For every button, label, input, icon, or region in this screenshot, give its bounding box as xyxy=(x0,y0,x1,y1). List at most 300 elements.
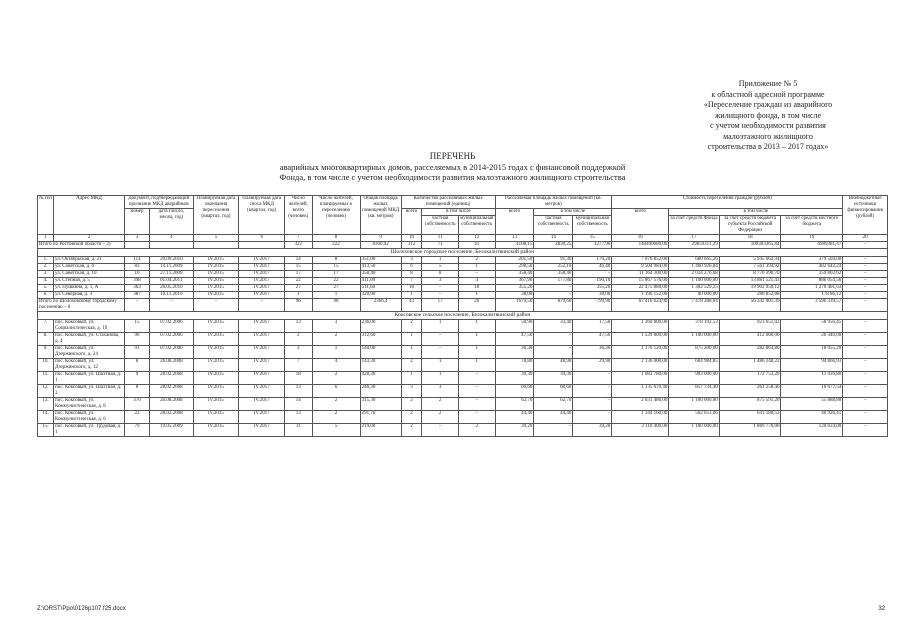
table-cell: 14.11.2009 xyxy=(150,264,193,271)
table-cell: IV.2017 xyxy=(239,359,285,372)
table-cell: 17 xyxy=(422,299,459,312)
table-cell: 13 xyxy=(285,411,312,424)
table-cell: 71 xyxy=(422,242,459,249)
table-cell: пос. Коксовый, ул. Шахтная, д. 1 xyxy=(54,372,125,385)
table-cell: 11 xyxy=(285,424,312,437)
header-address: Адрес МКД xyxy=(54,196,125,235)
table-cell: 398 xyxy=(124,278,149,285)
header-area-total: всего xyxy=(495,209,534,235)
header-doc: Документ, подтверждающий признание МКД аварийным xyxy=(124,196,193,209)
table-cell: 236,00 xyxy=(360,320,401,333)
table-cell: 2 xyxy=(401,359,422,372)
table-cell: 562 053,06 xyxy=(669,411,719,424)
header-cost-incl: в том числе xyxy=(669,209,843,216)
table-cell: – xyxy=(458,372,495,385)
table-cell: 482 642,24 xyxy=(781,264,843,271)
table-cell: 67 416 624,00 xyxy=(612,299,669,312)
table-cell: 222 xyxy=(312,242,360,249)
table-cell: – xyxy=(458,411,495,424)
table-cell: – xyxy=(422,292,459,299)
table-row xyxy=(38,320,888,333)
table-cell: 10 xyxy=(124,271,149,278)
table-cell: 2 xyxy=(422,411,459,424)
table-cell: – xyxy=(534,292,573,299)
table-cell: – xyxy=(843,285,888,292)
table-cell: 8 xyxy=(312,257,360,264)
header-residents: Число жителей, всего (человек) xyxy=(285,196,312,235)
table-cell: 201,50 xyxy=(495,257,534,264)
table-cell: 6. xyxy=(38,292,54,299)
table-cell: IV.2015 xyxy=(193,411,239,424)
header-doc-number: номер xyxy=(124,209,149,235)
table-cell: 62,70 xyxy=(495,398,534,411)
table-cell: 1 xyxy=(422,320,459,333)
table-cell: 5 xyxy=(422,264,459,271)
table-cell: 16 677,54 xyxy=(781,385,843,398)
table-cell: ул. Пушкина, д. 1, А xyxy=(54,285,125,292)
table-cell: 2 xyxy=(312,372,360,385)
table-cell: 28.02.2008 xyxy=(150,411,193,424)
header-planned-end: Планируемая дата окончания переселения (квартал, год) xyxy=(193,196,239,235)
table-cell: 1 100 000,00 xyxy=(669,424,719,437)
table-cell: 14 xyxy=(285,398,312,411)
header-cost-region: за счет средств бюджета субъекта Российской Федерации xyxy=(719,216,781,235)
section-title-row xyxy=(38,249,888,257)
table-cell: IV.2017 xyxy=(239,257,285,264)
table-cell: – xyxy=(843,271,888,278)
table-cell: – xyxy=(573,398,612,411)
table-cell: 3 110 400,00 xyxy=(612,424,669,437)
table-cell: 07.02.2006 xyxy=(150,333,193,346)
table-cell: 27 xyxy=(312,285,360,292)
table-cell: 14. xyxy=(38,411,54,424)
table-cell: 07.02.2006 xyxy=(150,320,193,333)
table-cell: 58 956,45 xyxy=(781,320,843,333)
table-cell: 48,90 xyxy=(534,359,573,372)
table-cell: 44,40 xyxy=(534,411,573,424)
table-cell: 1 xyxy=(422,359,459,372)
table-cell: IV.2017 xyxy=(239,292,285,299)
table-cell: 298,50 xyxy=(495,264,534,271)
header-cost-total: всего xyxy=(612,209,669,235)
table-cell: 923 651,02 xyxy=(719,320,781,333)
table-cell: 7 561 394,92 xyxy=(719,264,781,271)
table-cell: IV.2015 xyxy=(193,346,239,359)
table-cell: 1 xyxy=(312,346,360,359)
table-cell: пос. Коксовый, ул. Шахтная, д. 3 xyxy=(54,385,125,398)
table-cell: 9 xyxy=(124,372,149,385)
table-cell: 90 000,00 xyxy=(669,292,719,299)
table-cell: 1 xyxy=(422,257,459,264)
table-cell: 282 864,80 xyxy=(719,346,781,359)
appendix-line: строительства в 2013 – 2017 годах» xyxy=(707,142,829,151)
table-cell xyxy=(150,242,193,249)
table-cell: 8 xyxy=(422,271,459,278)
table-cell: 411,00 xyxy=(360,278,401,285)
table-row xyxy=(38,398,888,411)
table-cell: 1 135 670,40 xyxy=(612,385,669,398)
table-cell: 3 596 339,57 xyxy=(781,299,843,312)
footer-file-path: Z:\ORST\Ppo\0126p107.f25.docx xyxy=(37,606,126,612)
header-premises-incl: в том числе xyxy=(422,209,495,216)
appendix-line: к областной адресной программе xyxy=(711,89,825,99)
header-area: Общая площадь жилых помещений МКД (кв. метров) xyxy=(360,196,401,235)
table-body xyxy=(38,242,888,437)
column-number: 12 xyxy=(458,235,495,242)
table-cell: 358,40 xyxy=(534,271,573,278)
table-cell: 2 031 480,00 xyxy=(612,398,669,411)
table-cell: 857 734,40 xyxy=(669,385,719,398)
table-cell: 11 164 300,00 xyxy=(612,271,669,278)
appendix-line: жилищного фонда, в том числе xyxy=(714,110,822,120)
table-row xyxy=(38,278,888,285)
table-cell: 351,00 xyxy=(360,257,401,264)
table-cell: 10. xyxy=(38,359,54,372)
column-number: 19 xyxy=(781,235,843,242)
table-cell: 641 180,53 xyxy=(719,411,781,424)
title-line-1: ПЕРЕЧЕНЬ xyxy=(429,151,476,161)
table-cell: 280 852,88 xyxy=(719,292,781,299)
table-row xyxy=(38,411,888,424)
table-cell: 2 xyxy=(401,424,422,437)
table-cell: 3 xyxy=(285,346,312,359)
table-cell: – xyxy=(422,333,459,346)
table-cell: 1 xyxy=(458,320,495,333)
table-cell: 17 xyxy=(312,271,360,278)
table-cell: 6 xyxy=(312,385,360,398)
table-cell: IV.2015 xyxy=(193,285,239,292)
section-title-row xyxy=(38,312,888,320)
header-planned-demolish: Планируемая дата сноса МКД (квартал, год) xyxy=(239,196,285,235)
column-number: 20 xyxy=(843,235,888,242)
header-private: частная собственность xyxy=(422,216,459,235)
table-cell: 18 xyxy=(401,285,422,292)
table-cell: 8 xyxy=(124,385,149,398)
table-cell: – xyxy=(534,424,573,437)
table-cell: 19.05.2009 xyxy=(150,424,193,437)
table-cell: 8 xyxy=(401,271,422,278)
table-cell: 14 xyxy=(285,257,312,264)
table-cell: 177,80 xyxy=(534,278,573,285)
table-cell: 38,00 xyxy=(495,292,534,299)
table-cell: 60,60 xyxy=(534,385,573,398)
table-cell: 1 460 926,84 xyxy=(669,264,719,271)
table-row xyxy=(38,292,888,299)
table-cell: – xyxy=(534,333,573,346)
table-cell: 291,70 xyxy=(360,411,401,424)
table-cell: 13. xyxy=(38,398,54,411)
table-cell: 15 867 576,00 xyxy=(612,278,669,285)
table-cell: – xyxy=(843,278,888,285)
table-cell: 11 026,80 xyxy=(781,372,843,385)
appendix-line: с учетом необходимости развития xyxy=(710,121,826,130)
table-cell: 22 xyxy=(124,411,149,424)
column-number: 14 xyxy=(534,235,573,242)
table-cell: 8 770 390,70 xyxy=(719,271,781,278)
table-cell: 4 xyxy=(458,278,495,285)
table-cell: 7 478 288,04 xyxy=(669,299,719,312)
table-cell: 17 xyxy=(285,271,312,278)
table-cell: 15 xyxy=(124,320,149,333)
table-cell: пос. Коксовый, ул. Коммунистическая, д. 6 xyxy=(54,411,125,424)
table-cell: 370 xyxy=(124,398,149,411)
table-cell: 1 xyxy=(458,292,495,299)
table-cell: Коксовское сельское поселение, Белокалитвинский район xyxy=(38,312,888,320)
table-cell: 120 624,00 xyxy=(781,424,843,437)
table-cell: 26 340,00 xyxy=(781,333,843,346)
table-cell: 2 xyxy=(312,411,360,424)
table-cell: 91,30 xyxy=(534,257,573,264)
header-premises: Количество расселяемых жилых помещений (единиц) xyxy=(401,196,495,209)
table-cell: 680 665,26 xyxy=(669,257,719,264)
table-cell: 9. xyxy=(38,346,54,359)
table-cell: 1 176 120,00 xyxy=(612,346,669,359)
table-cell: 903 000,00 xyxy=(669,372,719,385)
table-cell: – xyxy=(534,285,573,292)
table-cell: 1 xyxy=(285,292,312,299)
title-line-3: Фонда, в том числе с учетом необходимости развития малоэтажного жилищного строительства xyxy=(279,172,626,182)
table-cell: – xyxy=(843,359,888,372)
table-cell: 55 888,80 xyxy=(781,398,843,411)
table-cell: IV.2017 xyxy=(239,264,285,271)
table-cell: – xyxy=(573,385,612,398)
table-cell: – xyxy=(843,424,888,437)
table-cell: пос. Коксовый, ул. Стаханова, д. 4 xyxy=(54,333,125,346)
table-cell: 56 342 001,39 xyxy=(719,299,781,312)
table-cell: 1 xyxy=(458,346,495,359)
column-number: 2 xyxy=(54,235,125,242)
table-cell: 428,30 xyxy=(360,372,401,385)
header-num: № п/п xyxy=(38,196,54,235)
header-cost: Стоимость переселения граждан (рублей) xyxy=(612,196,843,209)
table-cell: 18 xyxy=(458,285,495,292)
table-cell: 413,50 xyxy=(360,264,401,271)
table-cell: 6989381,47 xyxy=(781,242,843,249)
table-cell: 322 xyxy=(285,242,312,249)
table-cell: – xyxy=(573,411,612,424)
table-cell: 3 xyxy=(401,257,422,264)
table-cell: пос. Коксовый, ул. Коммунистическая, д. 8 xyxy=(54,398,125,411)
table-cell: 47,50 xyxy=(573,333,612,346)
table-cell: 39,30 xyxy=(495,372,534,385)
table-cell: 2 xyxy=(285,333,312,346)
table-cell: 13 881 521,43 xyxy=(719,278,781,285)
table-cell: 47,50 xyxy=(495,333,534,346)
table-cell: пос. Коксовый, ул. Трудовая, д. 1 xyxy=(54,424,125,437)
table-cell: 90 xyxy=(312,299,360,312)
table-cell: 8 xyxy=(124,359,149,372)
table-cell: IV.2015 xyxy=(193,257,239,264)
table-cell: пос. Коксовый, ул. Дзержинского, д. 24 xyxy=(54,346,125,359)
table-cell xyxy=(239,242,285,249)
table-cell: – xyxy=(843,372,888,385)
table-cell: 1679,50 xyxy=(495,299,534,312)
table-cell: 3 xyxy=(312,320,360,333)
table-cell: – xyxy=(843,257,888,264)
table-cell: 387 xyxy=(124,292,149,299)
table-cell: 2 xyxy=(458,257,495,264)
table-cell: 39,20 xyxy=(573,424,612,437)
table-cell: 46,40 xyxy=(573,264,612,271)
table-cell: 39,20 xyxy=(495,424,534,437)
table-cell: 10.11.2010 xyxy=(150,292,193,299)
column-number: 18 xyxy=(719,235,781,242)
table-cell: 26.08.2008 xyxy=(150,359,193,372)
table-cell: IV.2017 xyxy=(239,385,285,398)
table-cell: IV.2015 xyxy=(193,398,239,411)
column-number: 4 xyxy=(150,235,193,242)
table-cell: 4108,15 xyxy=(495,242,534,249)
table-cell: 315,30 xyxy=(360,398,401,411)
table-cell xyxy=(193,242,239,249)
table-cell: 9 504 984,00 xyxy=(612,264,669,271)
table-cell: 4. xyxy=(38,278,54,285)
table-cell: 2830,25 xyxy=(534,242,573,249)
table-cell: 1 xyxy=(401,372,422,385)
table-cell: 27 xyxy=(285,285,312,292)
table-cell: IV.2015 xyxy=(193,333,239,346)
header-doc-date: дата (число, месяц, год) xyxy=(150,209,193,235)
table-cell: 1 100 000,00 xyxy=(669,333,719,346)
table-cell: 1 xyxy=(422,372,459,385)
header-area-incl: в том числе xyxy=(534,209,612,216)
table-cell: 140,00 xyxy=(360,346,401,359)
column-number: 3 xyxy=(124,235,149,242)
table-cell: 91 xyxy=(124,346,149,359)
column-number: 1 xyxy=(38,235,54,242)
table-cell: – xyxy=(422,285,459,292)
table-cell: IV.2015 xyxy=(193,320,239,333)
table-cell: 4 xyxy=(312,359,360,372)
table-cell: 15. xyxy=(38,424,54,437)
column-number: 5 xyxy=(193,235,239,242)
table-cell: 18 055,20 xyxy=(781,346,843,359)
table-cell: 27.11.2009 xyxy=(150,271,193,278)
table-cell: 36,30 xyxy=(495,346,534,359)
table-cell: 363 xyxy=(124,285,149,292)
table-cell: IV.2017 xyxy=(239,333,285,346)
table-cell: 7 xyxy=(285,359,312,372)
table-cell: 79 xyxy=(124,424,149,437)
table-cell: 29,90 xyxy=(573,359,612,372)
table-cell: 26 xyxy=(458,299,495,312)
table-cell: 28.02.2008 xyxy=(150,385,193,398)
table-cell: Итого по Шолоховскому городскому поселению – 6 xyxy=(38,299,125,312)
table-cell: 511,60 xyxy=(360,285,401,292)
table-cell: 140490680,00 xyxy=(612,242,669,249)
table-cell: ул. Северная, д. 3 xyxy=(54,292,125,299)
table-cell: 44,40 xyxy=(495,411,534,424)
table-row xyxy=(38,424,888,437)
table-cell: 13 xyxy=(285,385,312,398)
table-cell: 07.02.2006 xyxy=(150,346,193,359)
header-residents-plan: Число жителей, планируемых к переселению (человек) xyxy=(312,196,360,235)
table-cell: 19 902 950,12 xyxy=(719,285,781,292)
table-header xyxy=(38,196,888,242)
table-cell: 20.09.2010 xyxy=(150,257,193,264)
header-area-resettled: Расселяемая площадь жилых помещений (кв. метров) xyxy=(495,196,612,209)
column-number: 8 xyxy=(312,235,360,242)
table-cell: 3 xyxy=(422,278,459,285)
table-cell: 367,90 xyxy=(495,278,534,285)
table-cell: 170,20 xyxy=(573,257,612,264)
table-cell: 320,00 xyxy=(360,292,401,299)
table-cell: 2 xyxy=(422,398,459,411)
column-number: 6 xyxy=(239,235,285,242)
table-row xyxy=(38,333,888,346)
table-cell: 29859311,29 xyxy=(669,242,719,249)
table-cell: 22 xyxy=(312,278,360,285)
table-cell: 26.08.2008 xyxy=(150,398,193,411)
table-cell: – xyxy=(458,271,495,278)
table-cell: 7. xyxy=(38,320,54,333)
table-row xyxy=(38,359,888,372)
table-cell: IV.2015 xyxy=(193,264,239,271)
table-cell: 26.05.2010 xyxy=(150,285,193,292)
table-cell: 1 486 248,22 xyxy=(719,359,781,372)
column-number: 16 xyxy=(612,235,669,242)
table-cell: 178 86,12 xyxy=(781,292,843,299)
table-cell: Итого по Ростовской области – 3) xyxy=(38,242,125,249)
table-cell: 12. xyxy=(38,385,54,398)
table-cell: IV.2017 xyxy=(239,320,285,333)
table-cell: 3 xyxy=(401,385,422,398)
table-cell: 33,40 xyxy=(534,320,573,333)
table-cell: ул. Советская, д. 6 xyxy=(54,264,125,271)
table-cell: 114 xyxy=(124,257,149,264)
table-cell: 1 344 160,00 xyxy=(612,411,669,424)
table-cell: 312,60 xyxy=(360,333,401,346)
table-cell: 190,10 xyxy=(573,278,612,285)
table-cell: ул. Советская, д. 10 xyxy=(54,271,125,278)
table-cell: IV.2017 xyxy=(239,411,285,424)
table-cell: 40 926,41 xyxy=(781,411,843,424)
table-cell: 2 xyxy=(401,411,422,424)
table-cell: 1 100 000,00 xyxy=(669,278,719,285)
table-cell: – xyxy=(843,299,888,312)
table-row xyxy=(38,285,888,292)
title-line-2: аварийных многоквартирных домов, расселяемых в 2014-2015 годах с финансовой поддержкой xyxy=(279,161,626,172)
table-cell: – xyxy=(843,242,888,249)
table-cell: 378 192,53 xyxy=(669,320,719,333)
table-cell: 1277,90 xyxy=(573,242,612,249)
table-cell: – xyxy=(843,385,888,398)
table-cell: 7 xyxy=(401,278,422,285)
header-municipal: муниципальная собственность xyxy=(458,216,495,235)
table-row xyxy=(38,372,888,385)
table-cell: 6 xyxy=(401,264,422,271)
table-cell: 83 xyxy=(124,264,149,271)
table-cell: 1 360 800,00 xyxy=(612,320,669,333)
table-cell: 172 753,20 xyxy=(719,372,781,385)
table-cell: 355,20 xyxy=(573,285,612,292)
column-number: 10 xyxy=(401,235,422,242)
table-cell: 5 xyxy=(312,424,360,437)
table-cell: IV.2017 xyxy=(239,271,285,278)
table-cell: 15 xyxy=(285,264,312,271)
table-cell: 1 270 401,63 xyxy=(781,285,843,292)
table-cell: 8360,92 xyxy=(360,242,401,249)
table-cell: IV.2017 xyxy=(239,398,285,411)
table-cell: IV.2017 xyxy=(239,278,285,285)
table-cell: 875 591,20 xyxy=(719,398,781,411)
registry-table xyxy=(37,195,888,437)
table-cell: 412 660,00 xyxy=(719,333,781,346)
table-cell: 1 xyxy=(401,333,422,346)
table-cell: 2. xyxy=(38,264,54,271)
table-cell: 43 xyxy=(401,299,422,312)
table-cell: IV.2015 xyxy=(193,424,239,437)
